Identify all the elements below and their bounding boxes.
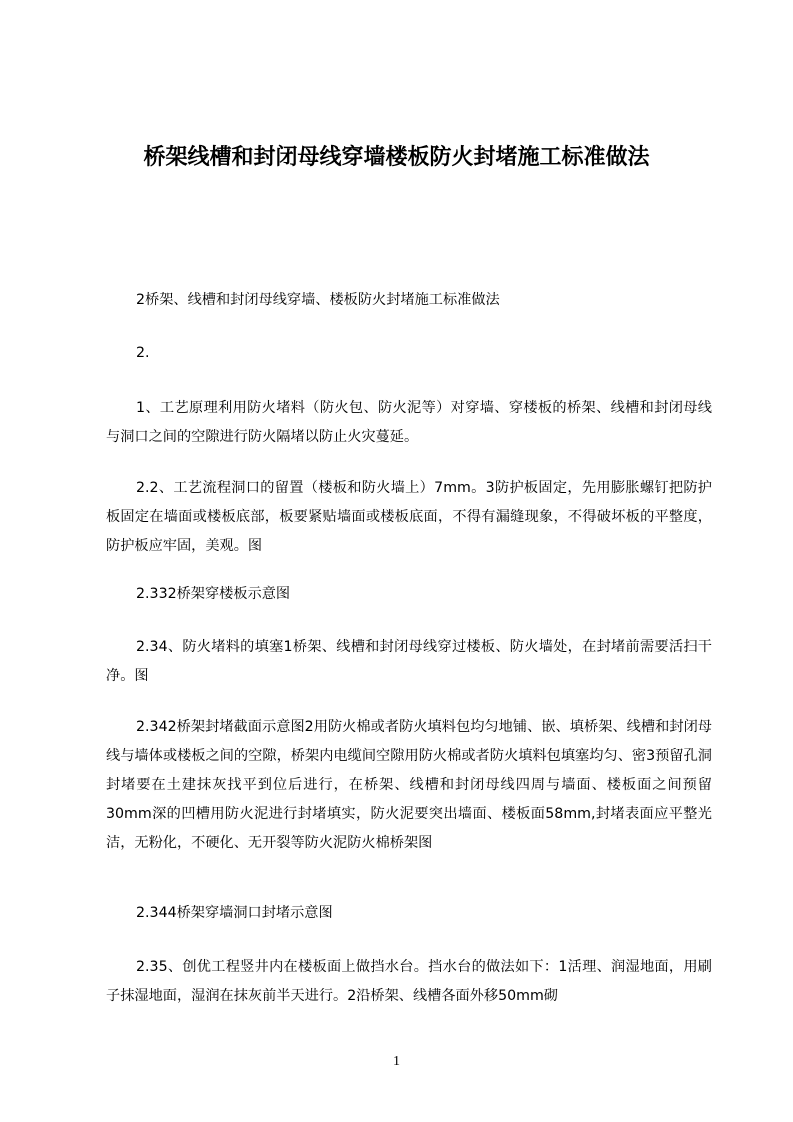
page-title: 桥架线槽和封闭母线穿墙楼板防火封堵施工标准做法 — [143, 144, 650, 170]
paragraph-figure-caption-2: 2.344桥架穿墙洞口封堵示意图 — [136, 905, 333, 921]
paragraph-heading: 2桥架、线槽和封闭母线穿墙、楼板防火封堵施工标准做法 — [136, 292, 500, 308]
paragraph-principle: 1、工艺原理利用防火堵料（防火包、防火泥等）对穿墙、穿楼板的桥架、线槽和封闭母线与洞口之间的空隙进行防火隔堵以防止火灾蔓延。 — [106, 400, 712, 445]
page-number: 1 — [393, 1054, 400, 1069]
paragraph-sealing: 2.342桥架封堵截面示意图2用防火棉或者防火填料包均匀地铺、嵌、填桥架、线槽和封闭母线与墙体或楼板之间的空隙，桥架内电缆间空隙用防火棉或者防火填料包填塞均匀、密3预留孔洞封堵要在土建抹灰找平到位后进行，在桥架、线槽和封闭母线四周与墙面、楼板面之间预留30mm深的凹槽用防火泥进行封堵填实，防火泥要突出墙面、楼板面58mm,封堵表面应平整光洁，无粉化，不硬化、无开裂等防火泥防火棉桥架图 — [106, 719, 712, 851]
paragraph-filling: 2.34、防火堵料的填塞1桥架、线槽和封闭母线穿过楼板、防火墙处，在封堵前需要活扫干净。图 — [106, 639, 712, 684]
paragraph-figure-caption-1: 2.332桥架穿楼板示意图 — [136, 586, 291, 602]
paragraph-process: 2.2、工艺流程洞口的留置（楼板和防火墙上）7mm。3防护板固定，先用膨胀螺钉把防护板固定在墙面或楼板底部，板要紧贴墙面或楼板底面，不得有漏缝现象，不得破坏板的平整度，防护板应牢固，美观。图 — [106, 480, 712, 554]
paragraph-section-number: 2. — [136, 345, 150, 361]
paragraph-water-platform: 2.35、创优工程竖井内在楼板面上做挡水台。挡水台的做法如下：1活理、润湿地面，用刷子抹湿地面，湿润在抹灰前半天进行。2沿桥架、线槽各面外移50mm砌 — [106, 959, 712, 1004]
